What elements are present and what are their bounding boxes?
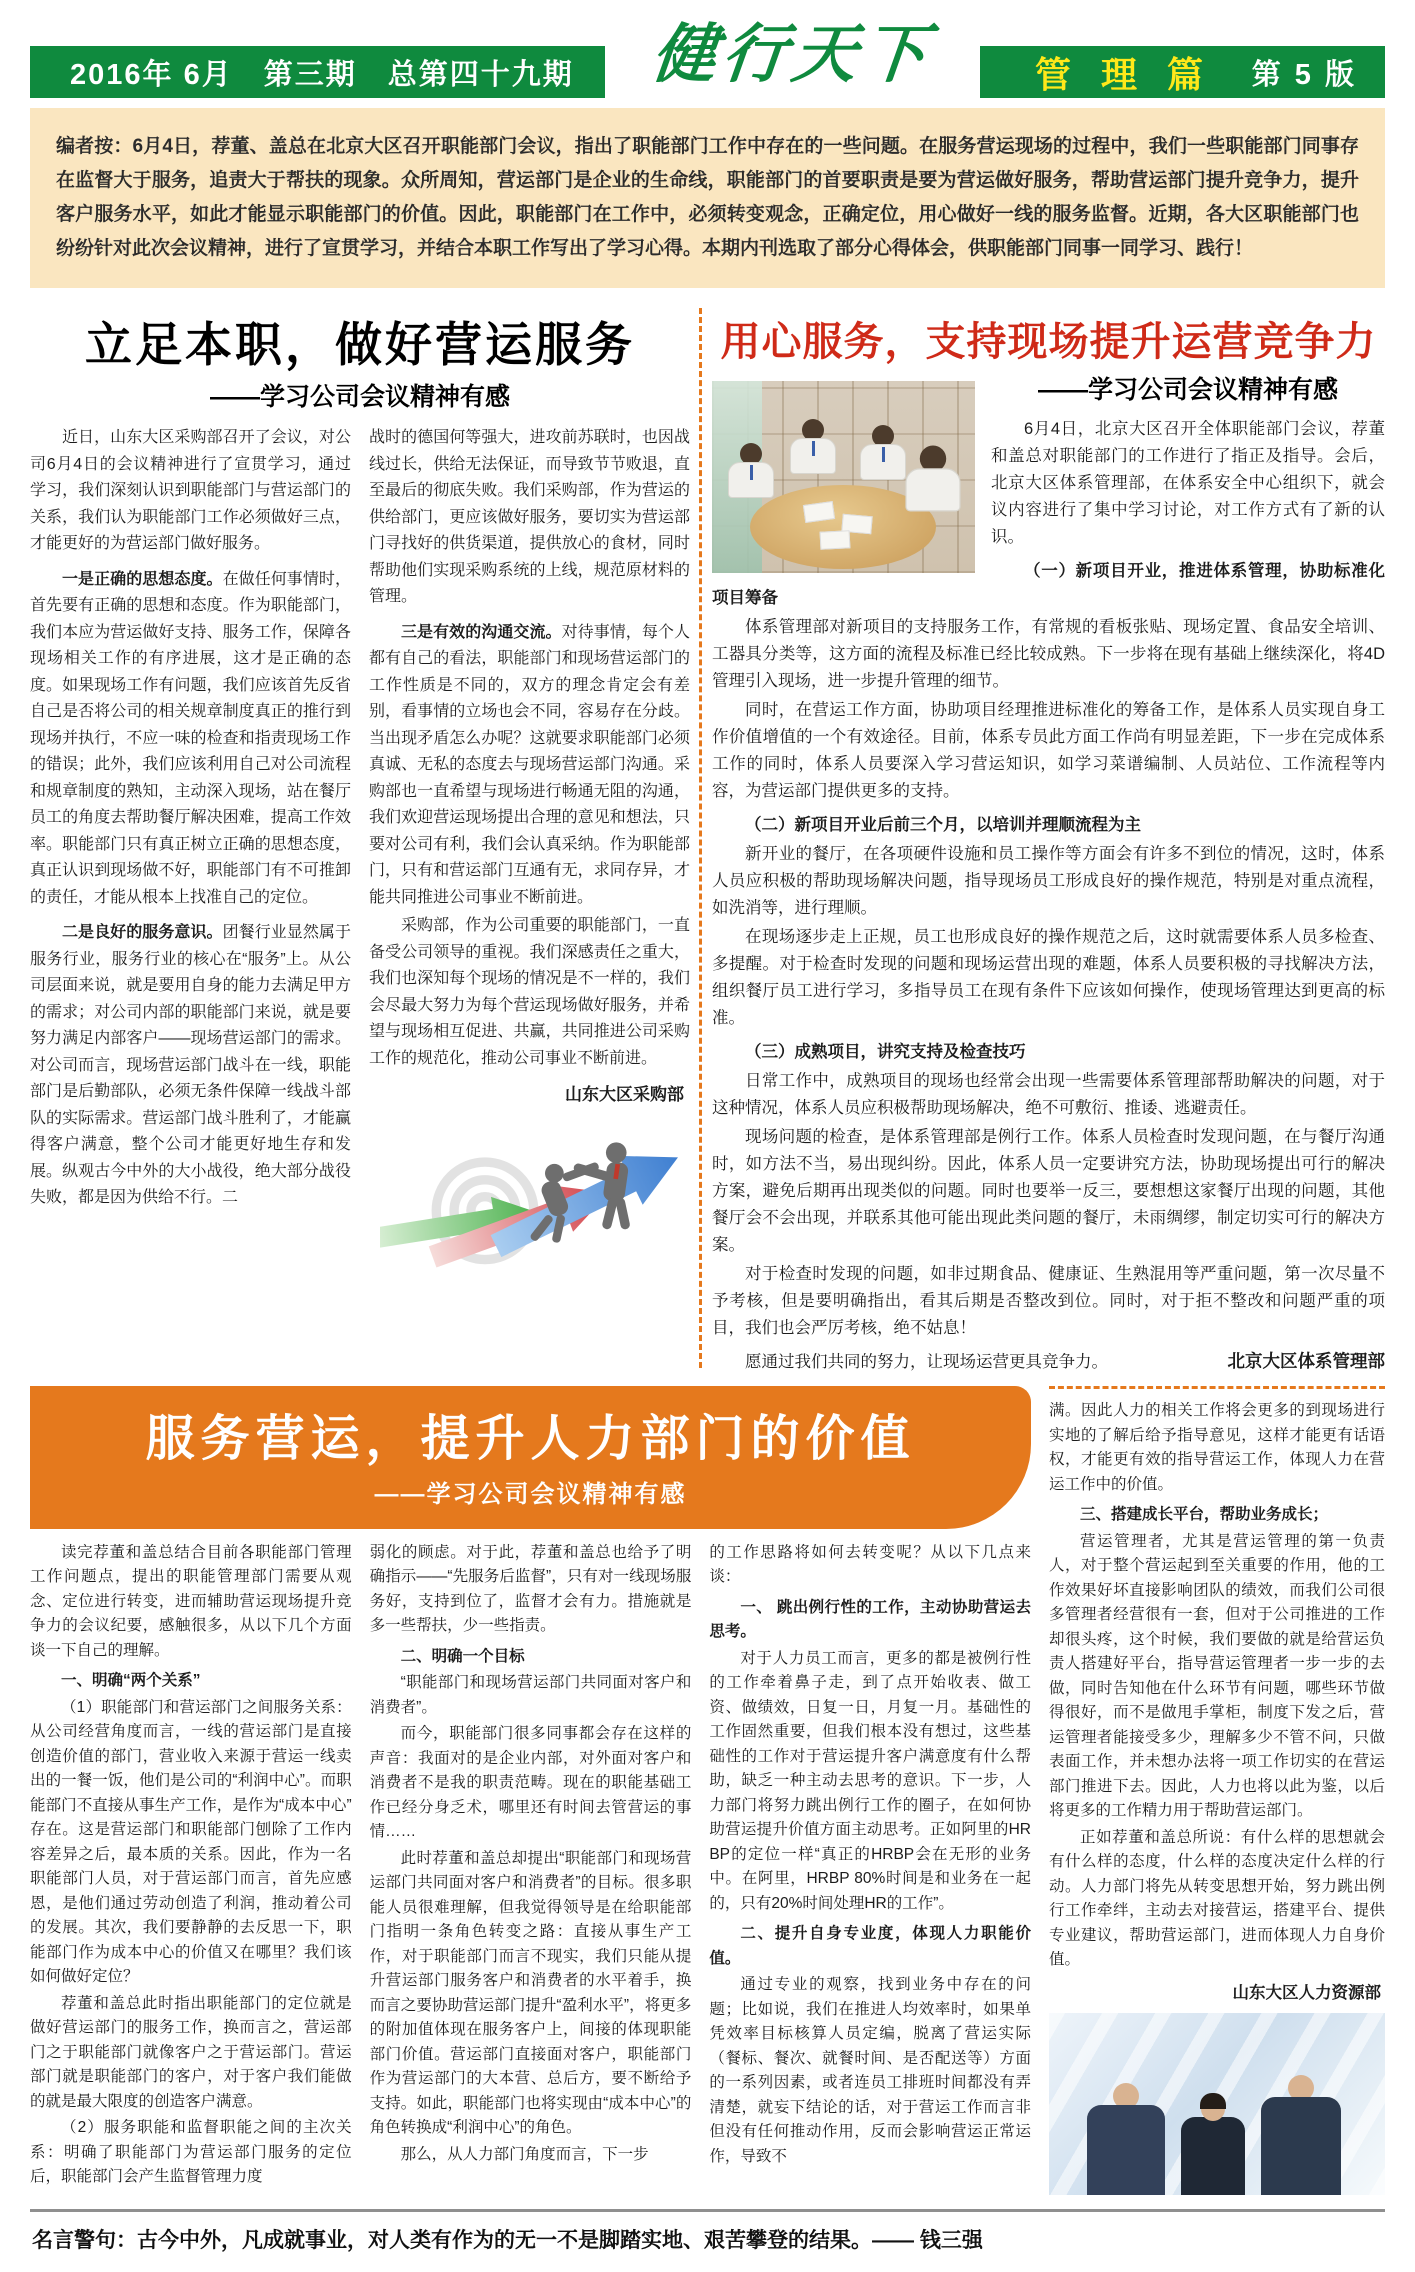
paragraph: （1）职能部门和营运部门之间服务关系：从公司经营角度而言，一线的营运部门是直接创造价值的部门，营业收入来源于营运一线卖出的一餐一饭，他们是公司的“利润中心”。而职能部门不直接从事生产工作，是作为“成本中心”存在。这是营运部门和职能部门刨除了工作内容差异之后，最本质的关系。因此，作为一名职能部门人员，对于营运部门而言，首先应感恩，是他们通过劳动创造了利润，推动着公司的发展。其次，我们要静静的去反思一下，职能部门作为成本中心的价值又在哪里？我们该如何做好定位？ — [30, 1698, 352, 1985]
section-heading: 一、明确“两个关系” — [61, 1672, 201, 1689]
paragraph: 通过专业的观察，找到业务中存在的问题；比如说，我们在推进人均效率时，如果单凭效率目标核算人员定编，脱离了营运实际（餐标、餐次、就餐时间、是否配送等）方面的一系列因素，或者连员工排班时间都没有弄清楚，就妄下结论的话，对于营运工作而言非但没有任何推动作用，反而会影响营运正常运作，导致不 — [709, 1976, 1031, 2165]
editor-note-text — [56, 130, 1359, 266]
article1-title: 立足本职，做好营运服务 — [85, 318, 635, 373]
meeting-photo — [712, 381, 975, 573]
article3-banner — [30, 1386, 1031, 1529]
article3-column-1 — [30, 1541, 352, 2196]
issue-info: 2016年 6月 第三期 总第四十九期 — [70, 58, 574, 91]
divider-dashed-vertical — [699, 308, 702, 1368]
footer-author: —— 钱三强 — [872, 2229, 983, 2252]
article3-column-2 — [370, 1541, 692, 2196]
page-number: 第 5 版 — [1251, 58, 1357, 91]
article2-signature: 北京大区体系管理部 — [1227, 1351, 1385, 1371]
person — [905, 446, 960, 512]
paragraph: 正如荐董和盖总所说：有什么样的思想就会有什么样的态度，什么样的态度决定什么样的行动。人力部门将先从转变思想开始，努力跳出例行工作牵绊，主动去对接营运，搭建平台、提供专业建议，帮助营运部门，进而体现人力自身价值。 — [1048, 1828, 1385, 1968]
paragraph: 满。因此人力的相关工作将会更多的到现场进行实地的了解后给予指导意见，这样才能更有话语权，才能更有效的指导营运工作，体现人力在营运工作中的价值。 — [1048, 1402, 1385, 1493]
paragraph: 体系管理部对新项目的支持服务工作，有常规的看板张贴、现场定置、食品安全培训、工器具分类等，这方面的流程及标准已经比较成熟。下一步将在现有基础上继续深化，将4D管理引入现场，进一步提升管理的细节。 — [712, 618, 1385, 690]
person — [1261, 2075, 1341, 2195]
article3-title: 服务营运，提升人力部门的价值 — [145, 1409, 916, 1467]
article3-subtitle: ——学习公司会议精神有感 — [374, 1481, 687, 1508]
page-footer — [30, 2209, 1385, 2254]
section-heading: 二、提升自身专业度，体现人力职能价值。 — [709, 1925, 1031, 1967]
paragraph: “职能部门和现场营运部门共同面对客户和消费者”。 — [369, 1674, 692, 1716]
paragraph: 近日，山东大区采购部召开了会议，对公司6月4日的会议精神进行了宣贯学习，通过学习，我们深刻认识到职能部门与营运部门的关系，我们认为职能部门工作必须做好三点，才能更好的为营运部门做好服务。 — [30, 429, 351, 552]
person — [1087, 2083, 1165, 2195]
paragraph: 在现场逐步走上正规，员工也形成良好的操作规范之后，这时就需要体系人员多检查、多提醒。对于检查时发现的问题和现场运营出现的难题，体系人员要积极的寻找解决方法，组织餐厅员工进行学习，多指导员工在现有条件下应该如何操作，使现场管理达到更高的标准。 — [712, 928, 1385, 1027]
paragraph: 而今，职能部门很多同事都会存在这样的声音：我面对的是企业内部，对外面对客户和消费者不是我的职责范畴。现在的职能基础工作已经分身乏术，哪里还有时间去管营运的事情…… — [369, 1725, 692, 1840]
article2-subtitle: ——学习公司会议精神有感 — [1037, 376, 1338, 404]
section-heading: 三、搭建成长平台，帮助业务成长； — [1079, 1506, 1328, 1523]
editor-note-label: 编者按： — [56, 136, 133, 157]
paragraph: 对于人力员工而言，更多的都是被例行性的工作牵着鼻子走，到了点开始收表、做工资、做绩效，日复一日，月复一月。基础性的工作固然重要，但我们根本没有想过，这些基础性的工作对于营运提升客户满意度有什么帮助，缺乏一种主动去思考的意识。下一步，人力部门将努力跳出例行工作的圈子，在如何协助营运提升价值方面主动思考。正如阿里的HRBP的定位一样“真正的HRBP会在无形的业务中。在阿里，HRBP 80%时间是和业务在一起的，只有20%时间处理HR的工作”。 — [709, 1649, 1031, 1912]
section-heading: 一、 跳出例行性的工作，主动协助营运去思考。 — [709, 1598, 1031, 1640]
paragraph: 读完荐董和盖总结合目前各职能部门管理工作问题点，提出的职能管理部门需要从观念、定位进行转变，进而辅助营运现场提升竞争力的会议纪要，感触很多，从以下几个方面谈一下自己的理解。 — [30, 1543, 352, 1659]
paragraph: 对于检查时发现的问题，如非过期食品、健康证、生熟混用等严重问题，第一次尽量不予考核，但是要明确指出，看其后期是否整改到位。同时，对于拒不整改和问题严重的项目，我们也会严厉考核，绝不姑息！ — [712, 1265, 1385, 1337]
paragraph: 采购部，作为公司重要的职能部门，一直备受公司领导的重视。我们深感责任之重大，我们也深知每个现场的情况是不一样的，我们会尽最大努力为每个营运现场做好服务，并希望与现场相互促进、共赢，共同推进公司采购工作的规范化，推动公司事业不断前进。 — [369, 917, 690, 1067]
article1-column-1 — [30, 425, 351, 1270]
section-name: 管 理 篇 — [1035, 53, 1214, 95]
section-heading: （三）成熟项目，讲究支持及检查技巧 — [745, 1043, 1026, 1061]
paragraph: （2）服务职能和监督职能之间的主次关系：明确了职能部门为营运部门服务的定位后，职能部门会产生监督管理力度 — [30, 2119, 352, 2185]
footer-quote: 古今中外，凡成就事业，对人类有作为的无一不是脚踏实地、艰苦攀登的结果。 — [137, 2229, 872, 2252]
article2-closing-row — [712, 1348, 1385, 1378]
paragraph: 6月4日，北京大区召开全体职能部门会议，荐董和盖总对职能部门的工作进行了指正及指导。会后，北京大区体系管理部，在体系安全中心组织下，就会议内容进行了集中学习讨论，对工作方式有了新的认识。 — [991, 420, 1385, 546]
person — [728, 443, 774, 498]
paragraph: 新开业的餐厅，在各项硬件设施和员工操作等方面会有许多不到位的情况，这时，体系人员应积极的帮助现场解决问题，指导现场员工形成良好的操作规范，特别是对重点流程，如洗消等，进行理顺。 — [712, 845, 1385, 917]
person — [790, 419, 836, 474]
article1-signature: 山东大区采购部 — [565, 1085, 684, 1104]
section-heading: （二）新项目开业后前三个月，以培训并理顺流程为主 — [745, 816, 1141, 834]
teamwork-photo — [1049, 2013, 1385, 2195]
paragraph: 战时的德国何等强大，进攻前苏联时，也因战线过长，供给无法保证，而导致节节败退，直至最后的彻底失败。我们采购部，作为营运的供给部门，更应该做好服务，要切实为营运部门寻找好的供货渠道，提供放心的食材，同时帮助他们实现采购系统的上线，规范原材料的管理。 — [369, 429, 690, 605]
article-human-resources — [30, 1386, 1385, 2195]
footer-label: 名言警句： — [32, 2229, 137, 2252]
person — [860, 425, 906, 480]
paragraph-body: 对待事情，每个人都有自己的看法，职能部门和现场营运部门的工作性质是不同的，双方的理念肯定会有差别，看事情的立场也会不同，容易存在分歧。当出现矛盾怎么办呢？这就要求职能部门必须真诚、无私的态度去与现场营运部门沟通。采购部也一直希望与现场进行畅通无阻的沟通，我们欢迎营运现场提出合理的意见和想法，只要对公司有利，我们会认真采纳。作为职能部门，只有和营运部门互通有无，求同存异，才能共同推进公司事业不断前进。 — [369, 623, 690, 906]
paragraph: 的工作思路将如何去转变呢？从以下几点来谈： — [709, 1543, 1031, 1585]
person — [1181, 2097, 1245, 2195]
paragraph: 同时，在营运工作方面，协助项目经理推进标准化的筹备工作，是体系人员实现自身工作价值增值的一个有效途径。目前，体系专员此方面工作尚有明显差距，下一步在完成体系工作的同时，体系人员要深入学习营运知识，如学习菜谱编制、人员站位、工作流程等内容，为营运部门提供更多的支持。 — [712, 701, 1385, 800]
paragraph: 此时荐董和盖总却提出“职能部门和现场营运部门共同面对客户和消费者”的目标。很多职能人员很难理解，但我觉得领导是在给职能部门指明一条角色转变之路：直接从事生产工作，对于职能部门而言不现实，我们只能从提升营运部门服务客户和消费者的水平着手，换而言之要协助营运部门提升“盈利水平”，将更多的附加值体现在服务客户上，间接的体现职能部门价值。营运部门直接面对客户，职能部门作为营运部门的大本营、总后方，要不断给予支持。如此，职能部门也将实现由“成本中心”的角色转换成“利润中心”的角色。 — [369, 1849, 692, 2136]
paragraph — [30, 567, 351, 912]
footer-quote-line — [32, 2224, 1383, 2254]
issue-bar — [30, 46, 605, 98]
paper — [820, 530, 851, 550]
paragraph: 日常工作中，成熟项目的现场也经常会出现一些需要体系管理部帮助解决的问题，对于这种情况，体系人员应积极帮助现场解决，绝不可敷衍、推诿、逃避责任。 — [712, 1072, 1385, 1117]
section-bar — [980, 46, 1385, 98]
article1-subtitle: ——学习公司会议精神有感 — [209, 383, 510, 411]
paragraph-body: 团餐行业显然属于服务行业，服务行业的核心在“服务”上。从公司层面来说，就是要用自身的能力去满足甲方的需求；对公司内部的职能部门来说，就是要努力满足内部客户——现场营运部门的需求。对公司而言，现场营运部门战斗在一线，职能部门是后勤部队，必须无条件保障一线战斗部队的实际需求。营运部门战斗胜利了，才能赢得客户满意，整个公司才能更好地生存和发展。纵观古今中外的大小战役，绝大部分战役失败，都是因为供给不行。二 — [30, 924, 351, 1206]
paragraph-lead: 二是良好的服务意识。 — [62, 924, 223, 941]
paragraph: 弱化的顾虑。对于此，荐董和盖总也给予了明确指示——“先服务后监督”，只有对一线现场服务好，支持到位了，监督才会有力。措施就是多一些帮扶，少一些指责。 — [369, 1543, 692, 1634]
paragraph: 那么，从人力部门角度而言，下一步 — [400, 2145, 649, 2163]
paragraph: 现场问题的检查，是体系管理部是例行工作。体系人员检查时发现问题，在与餐厅沟通时，如方法不当，易出现纠纷。因此，体系人员一定要讲究方法，协助现场提出可行的解决方案，避免后期再出现类似的问题。同时也要举一反三，要想想这家餐厅出现的问题，其他餐厅会不会出现，并联系其他可能出现此类问题的餐厅，未雨绸缪，制定切实可行的解决方案。 — [712, 1128, 1385, 1254]
editor-note-body: 6月4日，荐董、盖总在北京大区召开职能部门会议，指出了职能部门工作中存在的一些问题。在服务营运现场的过程中，我们一些职能部门同事存在监督大于服务，追责大于帮扶的现象。众所周知，营运部门是企业的生命线，职能部门的首要职责是要为营运做好服务，帮助营运部门提升竞争力，提升客户服务水平，如此才能显示职能部门的价值。因此，职能部门在工作中，必须转变观念，正确定位，用心做好一线的服务监督。近期，各大区职能部门也纷纷针对此次会议精神，进行了宣贯学习，并结合本职工作写出了学习心得。本期内刊选取了部分心得体会，供职能部门同事一同学习、践行！ — [56, 136, 1359, 259]
article3-signature: 山东大区人力资源部 — [1232, 1983, 1381, 2002]
article-procurement — [30, 302, 690, 1378]
paragraph-lead: 三是有效的沟通交流。 — [401, 623, 562, 641]
article3-column-4 — [1049, 1386, 1385, 2195]
paragraph: 营运管理者，尤其是营运管理的第一负责人，对于整个营运起到至关重要的作用，他的工作效果好坏直接影响团队的绩效，而我们公司很多管理者经营很有一套，但对于公司推进的工作却很头疼，这个时候，我们要做的就是给营运负责人搭建好平台，指导营运管理者一步一步的去做，同时告知他在什么环节有问题，哪些环节做得很好，而不是做甩手掌柜，制度下发之后，营运管理者能接受多少，理解多少不管不问，只做表面工作，并未想办法将一项工作切实的在营运部门推进下去。因此，人力也将以此为鉴，以后将更多的工作精力用于帮助营运部门。 — [1048, 1532, 1385, 1819]
closing-sentence: 愿通过我们共同的努力，让现场运营更具竞争力。 — [745, 1353, 1108, 1371]
article1-column-2 — [369, 425, 690, 1270]
growth-arrows-clipart — [380, 1115, 680, 1270]
paragraph-lead: 一是正确的思想态度。 — [62, 570, 223, 588]
article-system-management — [712, 302, 1385, 1378]
article3-column-3 — [709, 1541, 1031, 2196]
section-heading: 二、明确一个目标 — [400, 1647, 525, 1665]
editor-note-box — [30, 108, 1385, 288]
article2-title: 用心服务，支持现场提升运营竞争力 — [720, 318, 1377, 365]
upper-articles-region — [30, 302, 1385, 1378]
article1-columns — [30, 425, 690, 1270]
paragraph: 荐董和盖总此时指出职能部门的定位就是做好营运部门的服务工作，换而言之，营运部门之于职能部门就像客户之于营运部门。营运部门就是职能部门的客户，对于客户我们能做的就是最大限度的创造客户满意。 — [30, 1994, 352, 2110]
paragraph — [369, 620, 690, 912]
section-heading: （一）新项目开业，推进体系管理，协助标准化项目筹备 — [712, 562, 1385, 607]
paragraph — [30, 920, 351, 1212]
newspaper-name: 健行天下 — [648, 17, 937, 92]
article2-body — [712, 377, 1385, 1378]
paragraph-body: 在做任何事情时，首先要有正确的思想和态度。作为职能部门，我们本应为营运做好支持、服务工作，保障各现场相关工作的有序进展，这才是正确的态度。如果现场工作有问题，我们应该首先反省自己是否将公司的相关规章制度真正的推行到现场并执行，不应一味的检查和指责现场工作的错误；此外，我们应该利用自己对公司流程和规章制度的熟知，主动深入现场，站在餐厅员工的角度去帮助餐厅解决困难，提高工作效率。职能部门只有真正树立正确的思想态度，真正认识到现场做不好，职能部门有不可推卸的责任，才能从根本上找准自己的定位。 — [30, 570, 351, 906]
masthead — [30, 10, 1385, 98]
